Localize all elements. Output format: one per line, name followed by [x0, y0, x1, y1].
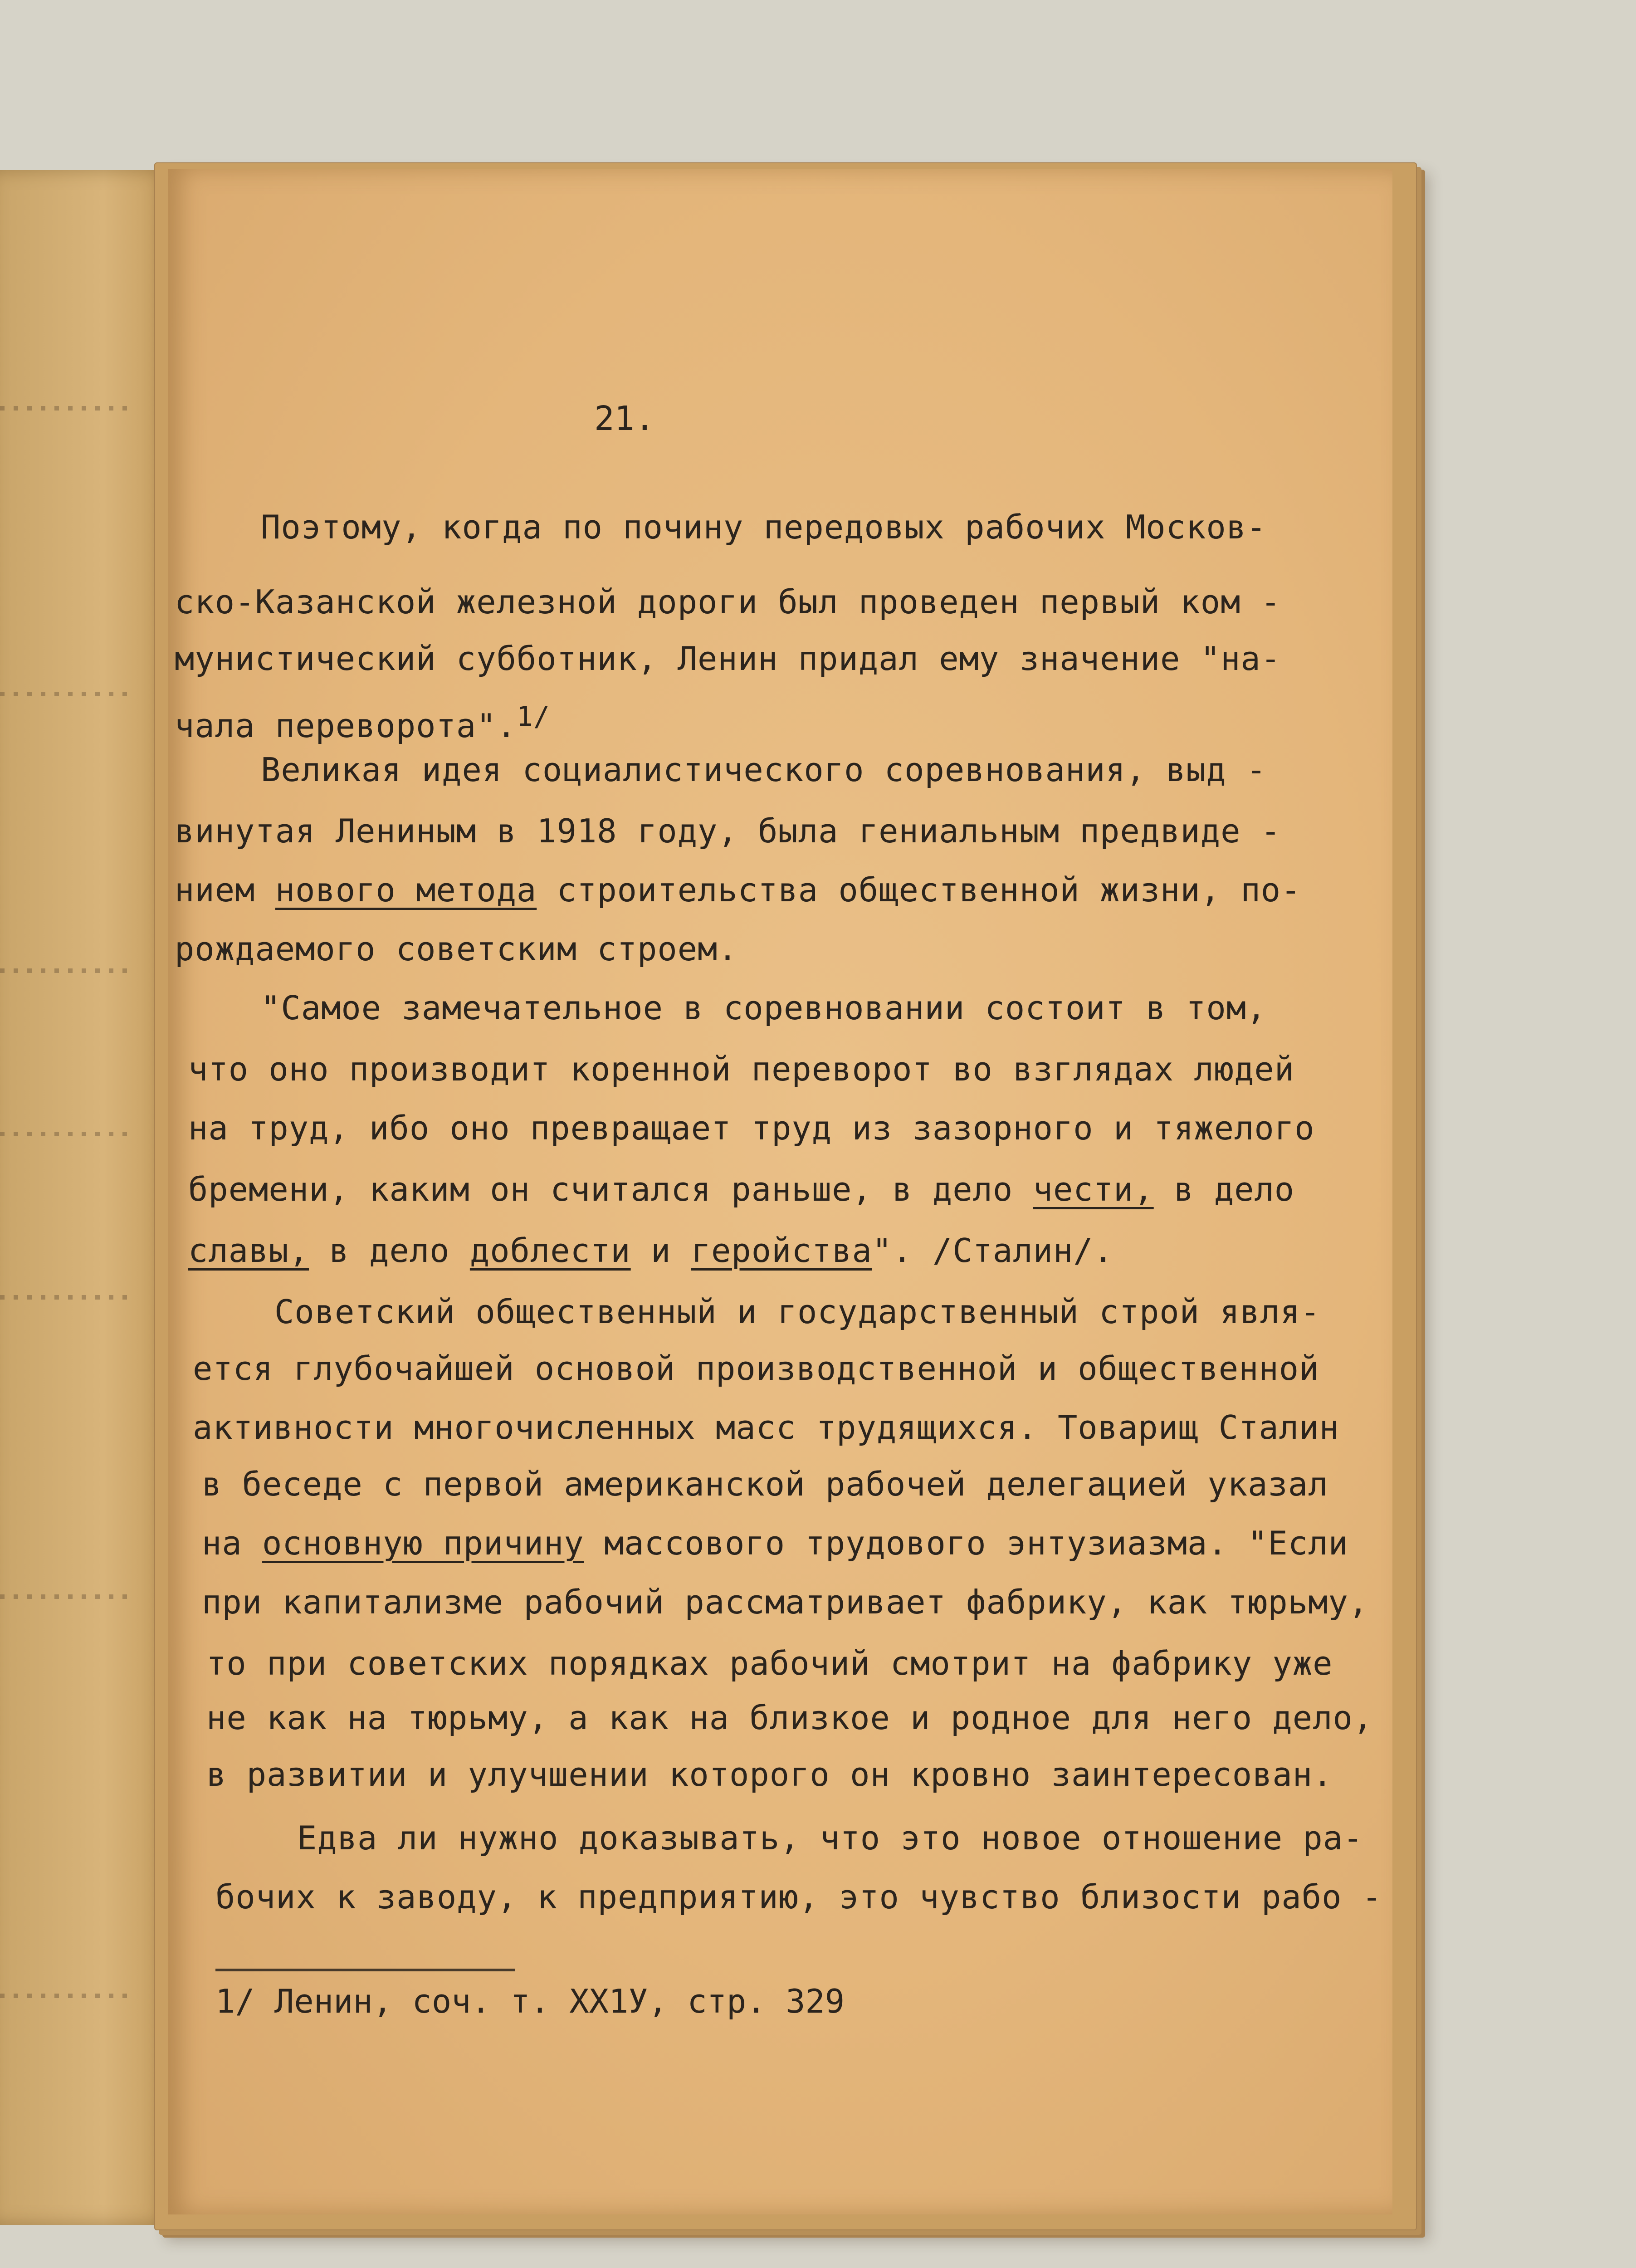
- text-fragment: массового трудового энтузиазма. "Если: [584, 1524, 1348, 1562]
- text-line: на труд, ибо оно превращает труд из зазорного и тяжелого: [188, 1109, 1315, 1147]
- text-fragment: чала переворота".: [175, 707, 517, 745]
- underlined-phrase: нового метода: [275, 871, 537, 909]
- text-line: ско-Казанской железной дороги был проведен первый ком -: [175, 583, 1281, 621]
- text-line: [188, 1170, 1294, 1208]
- left-page-edge: [0, 170, 172, 2225]
- text-line: [175, 871, 1301, 909]
- underlined-phrase: геройства: [691, 1232, 872, 1270]
- footnote-reference: 1/: [516, 701, 551, 733]
- underlined-phrase: чести,: [1033, 1170, 1154, 1208]
- text-line: рождаемого советским строем.: [175, 930, 738, 968]
- text-line: винутая Лениным в 1918 году, была гениальным предвиде -: [175, 812, 1281, 850]
- left-page-bleed-marks: [0, 170, 172, 2225]
- text-fragment: в дело: [309, 1232, 470, 1270]
- underlined-phrase: доблести: [469, 1232, 631, 1270]
- text-fragment: и: [630, 1232, 691, 1270]
- text-line: Советский общественный и государственный строй явля-: [274, 1293, 1321, 1331]
- text-line: в беседе с первой американской рабочей делегацией указал: [202, 1465, 1328, 1503]
- text-line: то при советских порядках рабочий смотрит на фабрику уже: [206, 1644, 1333, 1682]
- text-fragment: ". /Сталин/.: [872, 1232, 1114, 1270]
- text-line: что оно производит коренной переворот во взглядах людей: [188, 1050, 1295, 1088]
- text-line: активности многочисленных масс трудящихся. Товарищ Сталин: [193, 1408, 1339, 1447]
- page-number: 21.: [594, 399, 655, 438]
- text-line: Поэтому, когда по почину передовых рабочих Москов-: [261, 508, 1267, 546]
- footnote-rule: [215, 1969, 515, 1971]
- text-line: "Самое замечательное в соревновании состоит в том,: [261, 989, 1267, 1027]
- text-line: [188, 1232, 1113, 1270]
- footnote: 1/ Ленин, соч. т. ХХ1У, стр. 329: [215, 1982, 845, 2020]
- text-line: бочих к заводу, к предприятию, это чувство близости рабо -: [215, 1878, 1382, 1916]
- text-fragment: в дело: [1153, 1170, 1295, 1208]
- text-fragment: нием: [175, 871, 275, 909]
- underlined-phrase: основную причину: [262, 1524, 584, 1562]
- text-line: не как на тюрьму, а как на близкое и родное для него дело,: [206, 1699, 1373, 1737]
- text-fragment: на: [202, 1524, 263, 1562]
- text-line: Едва ли нужно доказывать, что это новое отношение ра-: [297, 1819, 1363, 1857]
- text-line: при капитализме рабочий рассматривает фабрику, как тюрьму,: [202, 1583, 1369, 1621]
- text-line: мунистический субботник, Ленин придал ему значение "на-: [175, 640, 1281, 678]
- text-fragment: бремени, каким он считался раньше, в дело: [188, 1170, 1033, 1208]
- text-line: Великая идея социалистического соревнования, выд -: [261, 751, 1267, 789]
- text-line: [175, 701, 550, 745]
- text-line: [202, 1524, 1348, 1562]
- text-fragment: строительства общественной жизни, по-: [537, 871, 1301, 909]
- text-line: в развитии и улучшении которого он кровно заинтересован.: [206, 1755, 1333, 1794]
- underlined-phrase: славы,: [188, 1232, 309, 1270]
- text-line: ется глубочайшей основой производственной и общественной: [193, 1349, 1319, 1388]
